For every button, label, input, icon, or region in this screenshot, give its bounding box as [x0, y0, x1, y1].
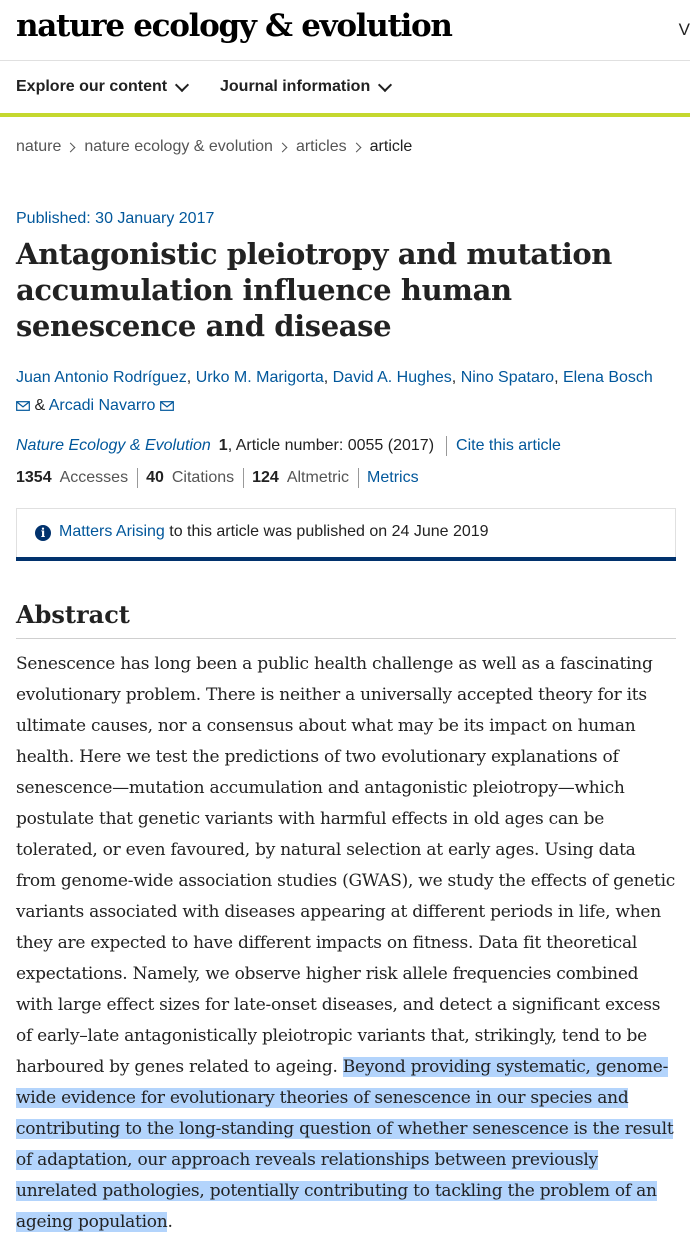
author-separator: , [554, 369, 563, 386]
author-link[interactable]: Juan Antonio Rodríguez [16, 369, 187, 386]
email-icon[interactable] [16, 401, 30, 411]
divider [243, 468, 244, 488]
author-link[interactable]: David A. Hughes [332, 369, 452, 386]
journal-name[interactable]: Nature Ecology & Evolution [16, 437, 211, 454]
journal-logo[interactable]: nature ecology & evolution [16, 8, 452, 44]
article-number: , Article number: 0055 (2017) [227, 437, 435, 454]
divider [358, 468, 359, 488]
notice-text [59, 523, 489, 541]
accesses-label: Accesses [59, 469, 129, 486]
matters-arising-link[interactable]: Matters Arising [59, 523, 165, 540]
chevron-right-icon [351, 142, 361, 152]
author-and: & [34, 397, 46, 414]
author-separator: , [186, 369, 196, 386]
author-link[interactable]: Urko M. Marigorta [195, 369, 324, 386]
altmetric-count: 124 [252, 469, 279, 486]
divider [446, 436, 447, 456]
author-link[interactable]: Nino Spataro [460, 369, 555, 386]
citation-line [16, 436, 561, 456]
accent-bar [0, 113, 690, 117]
site-header [0, 0, 690, 61]
accesses-count: 1354 [16, 469, 52, 486]
abstract-text-selected: Beyond providing systematic, genome-wide evidence for evolutionary theories of senescence in our species and contributing to the long-standing question of whether senescence is the result of adaptation, our approach reveals relationships between previously unrelated pathologies, potentially contributing to tackling the problem of an ageing population [16, 1057, 674, 1232]
author-list [16, 364, 676, 420]
info-icon: i [35, 525, 51, 541]
abstract-heading: Abstract [16, 600, 130, 629]
notice-message: to this article was published on 24 June 2019 [164, 523, 489, 540]
cite-article-link[interactable]: Cite this article [456, 437, 561, 454]
author-link[interactable]: Elena Bosch [562, 369, 653, 386]
journal-information-menu[interactable] [220, 78, 390, 96]
divider [137, 468, 138, 488]
explore-content-menu[interactable] [16, 78, 187, 96]
abstract-text [16, 649, 678, 1238]
citations-label: Citations [171, 469, 235, 486]
author-separator: , [451, 369, 461, 386]
metrics-link[interactable]: Metrics [367, 469, 419, 486]
breadcrumb-current: article [369, 138, 413, 155]
article-title: Antagonistic pleiotropy and mutation accumulation influence human senescence and disease [16, 237, 612, 343]
notice-bottom-bar [16, 557, 676, 561]
published-date: Published: 30 January 2017 [16, 210, 215, 227]
abstract-text-plain: Senescence has long been a public health challenge as well as a fascinating evolutionary problem. There is neither a universally accepted theory for its ultimate causes, nor a consensus about what may be its impact on human health. Here we test the predictions of two evolutionary explanations of senescence—mutation accumulation and antagonistic pleiotropy—which postulate that genetic variants with harmful effects in old ages can be tolerated, or even favoured, by natural selection at early ages. Using data from genome-wide association studies (GWAS), we study the effects of genetic variants associated with diseases appearing at different periods in life, when they are expected to have different impacts on fitness. Data fit theoretical expectations. Namely, we observe higher risk allele frequencies combined with large effect sizes for late-onset diseases, and detect a significant excess of early–late antagonistically pleiotropic variants that, strikingly, tend to be harboured by genes related to ageing. [16, 654, 676, 1077]
breadcrumb-journal[interactable]: nature ecology & evolution [84, 138, 273, 155]
breadcrumb-articles[interactable]: articles [295, 138, 347, 155]
email-icon[interactable] [160, 401, 174, 411]
header-link-truncated[interactable]: V [678, 20, 690, 39]
journal-information-label: Journal information [220, 78, 371, 95]
main-nav [0, 61, 690, 113]
chevron-right-icon [278, 142, 288, 152]
volume-number: 1 [218, 437, 228, 454]
matters-arising-notice [16, 508, 676, 558]
author-separator: , [323, 369, 333, 386]
chevron-right-icon [66, 142, 76, 152]
citations-count: 40 [146, 469, 164, 486]
author-link[interactable]: Arcadi Navarro [48, 397, 156, 414]
abstract-text-end: . [167, 1212, 173, 1232]
chevron-down-icon [175, 77, 189, 91]
article-metrics [16, 468, 419, 488]
divider [16, 638, 676, 639]
chevron-down-icon [378, 77, 392, 91]
breadcrumb-nature[interactable]: nature [16, 138, 62, 155]
altmetric-label: Altmetric [286, 469, 350, 486]
breadcrumb [16, 138, 412, 156]
explore-content-label: Explore our content [16, 78, 168, 95]
